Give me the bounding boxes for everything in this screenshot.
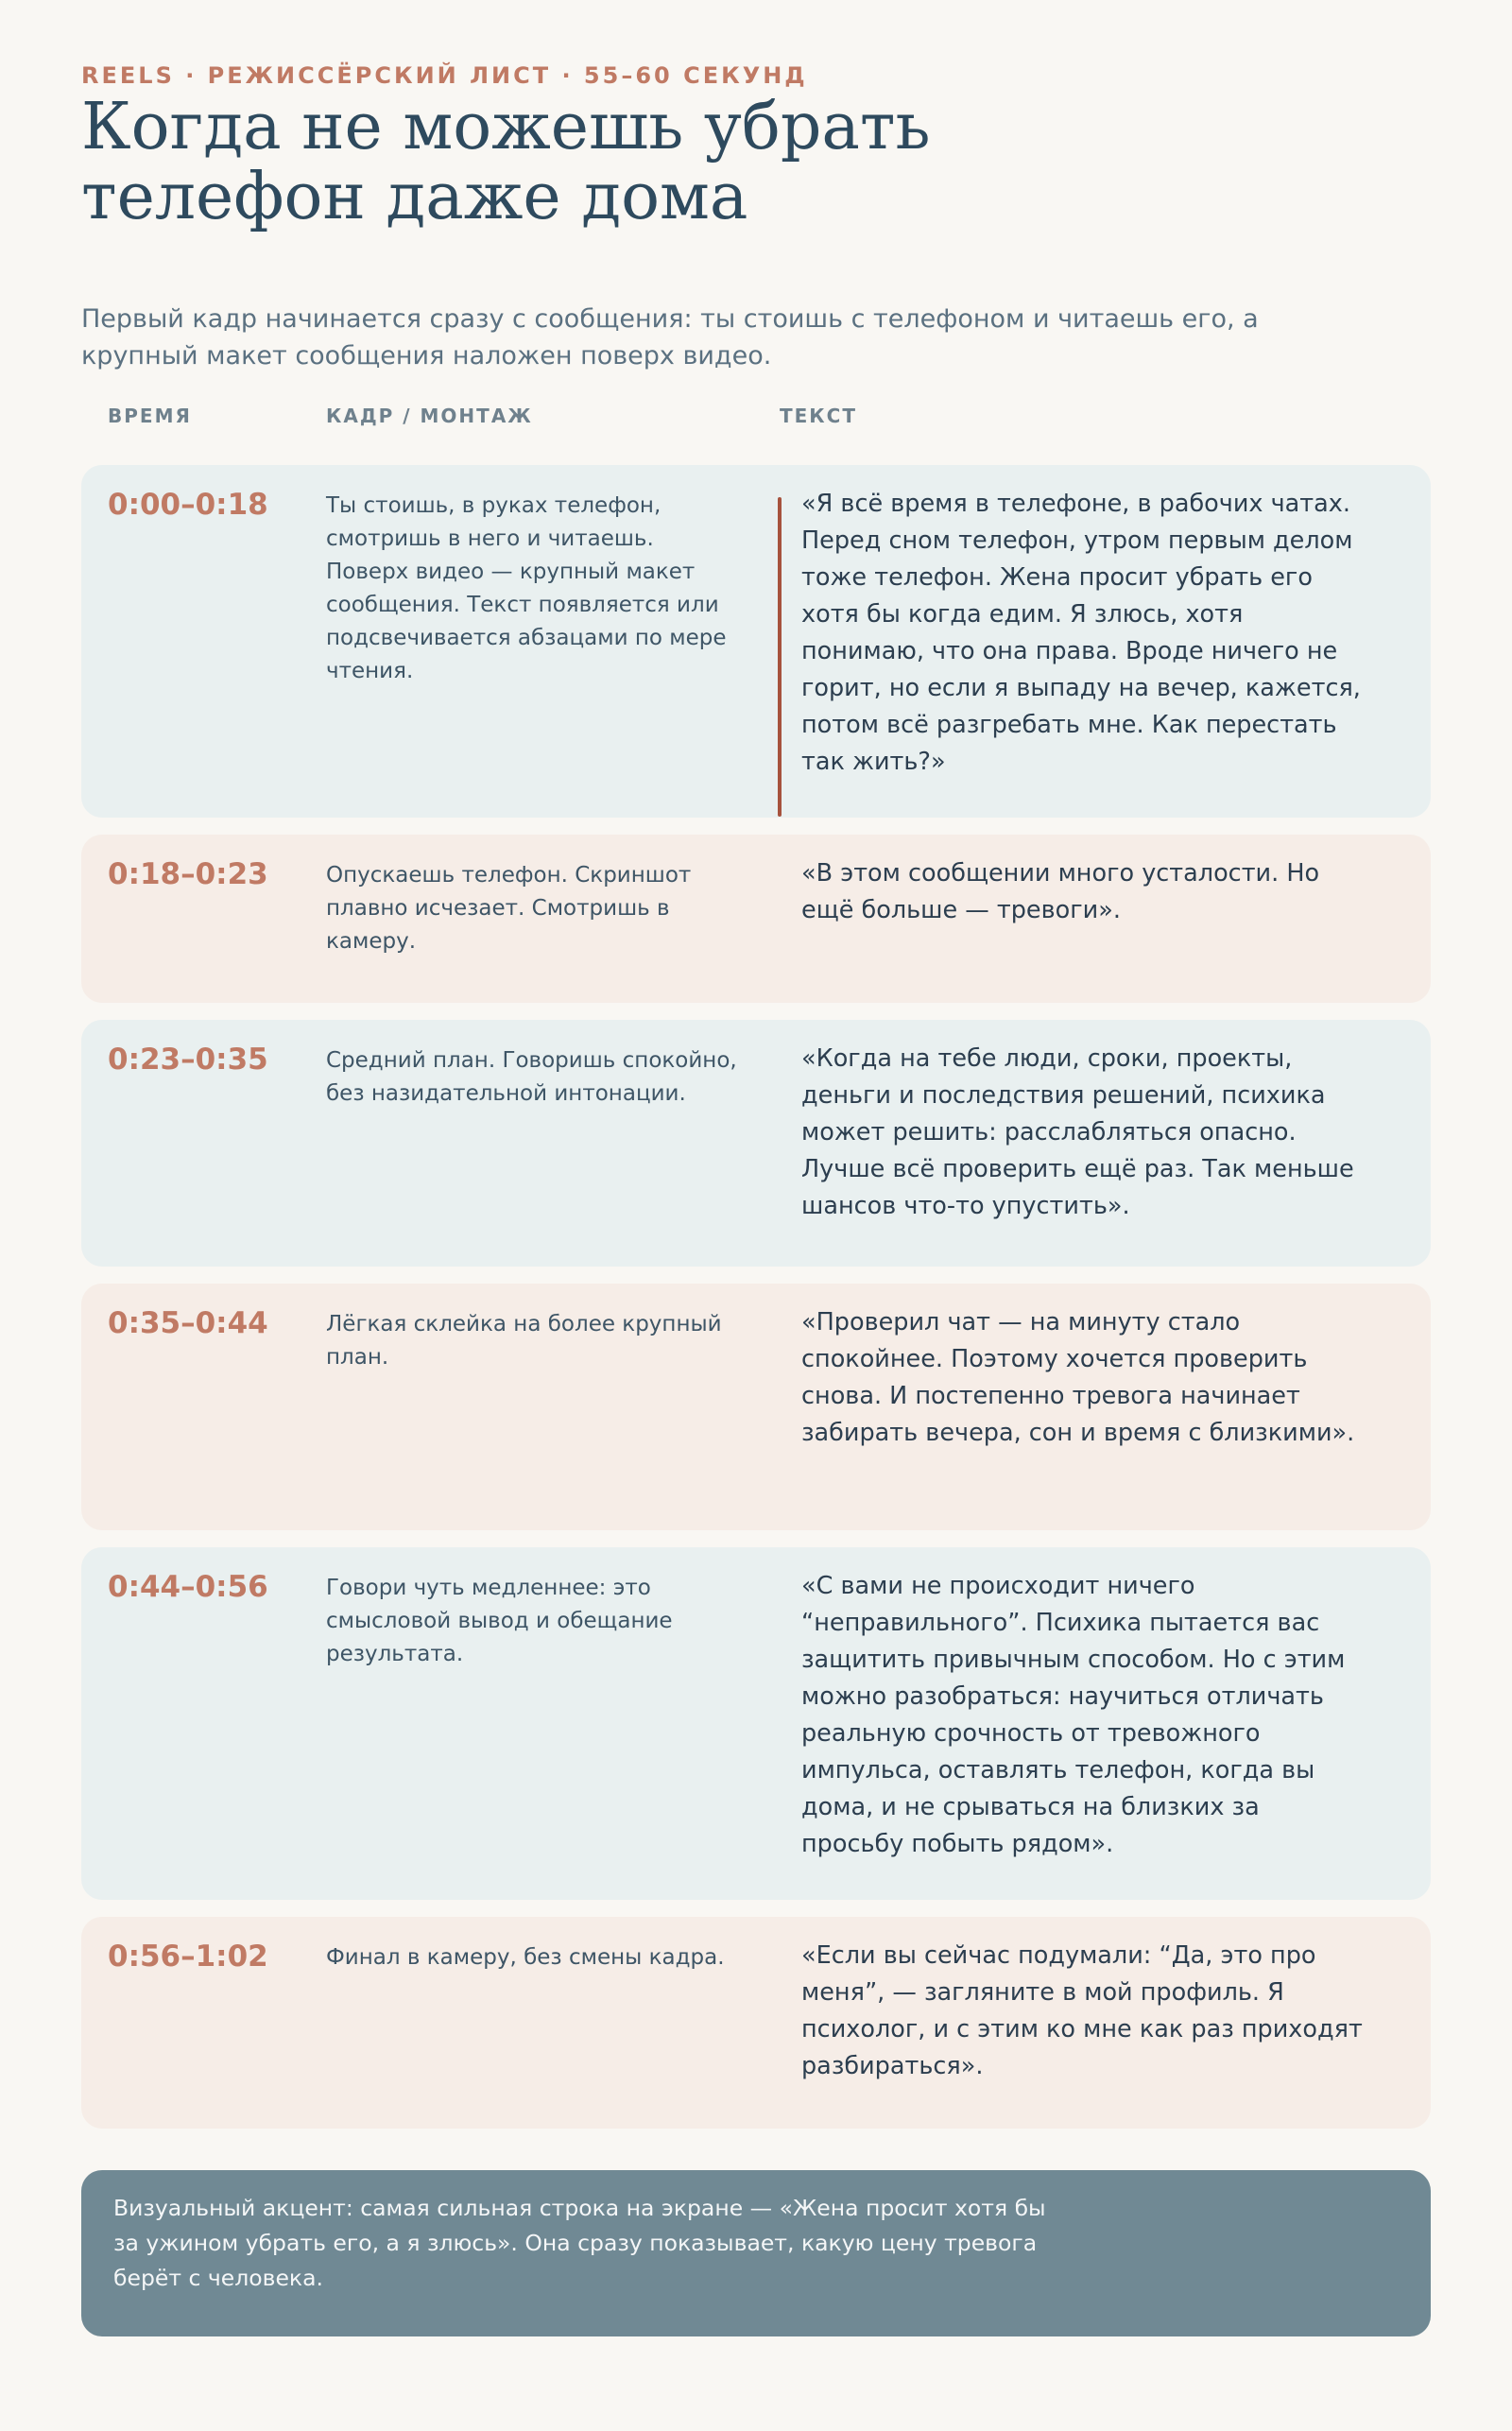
scene-time: 0:35–0:44: [108, 1306, 268, 1340]
quote-accent-bar: [778, 497, 782, 817]
scene-script-text: «Я всё время в телефоне, в рабочих чатах. Перед сном телефон, утром первым делом тоже телефон. Жена просит убрать его хотя бы когда едим. Я злюсь, хотя понимаю, что она права. Вроде ничего не горит, но если я выпаду на вечер, кажется, потом всё разгребать мне. Как перестать так жить?»: [801, 490, 1361, 776]
scene-script-text: «Когда на тебе люди, сроки, проекты, деньги и последствия решений, психика может решить: расслабляться опасно. Лучше всё проверить ещё раз. Так меньше шансов что-то упустить».: [801, 1044, 1354, 1220]
scene-frame-notes: Говори чуть медленнее: это смысловой вывод и обещание результата.: [326, 1576, 673, 1666]
eyebrow-label: REELS · РЕЖИССЁРСКИЙ ЛИСТ · 55–60 СЕКУНД: [81, 62, 808, 89]
scene-row-6: [81, 1917, 1431, 2129]
scene-row-5: [81, 1547, 1431, 1900]
intro-paragraph: Первый кадр начинается сразу с сообщения: ты стоишь с телефоном и читаешь его, а крупный макет сообщения наложен поверх видео.: [81, 304, 1259, 371]
scene-frame-notes: Ты стоишь, в руках телефон, смотришь в него и читаешь. Поверх видео — крупный макет сообщения. Текст появляется или подсвечивается абзацами по мере чтения.: [326, 493, 727, 683]
scene-script-text: «С вами не происходит ничего “неправильного”. Психика пытается вас защитить привычным способом. Но с этим можно разобраться: научиться отличать реальную срочность от тревожного импульса, оставлять телефон, когда вы дома, и не срываться на близких за просьбу побыть рядом».: [801, 1572, 1346, 1858]
scene-frame-notes: Опускаешь телефон. Скриншот плавно исчезает. Смотришь в камеру.: [326, 863, 692, 954]
scene-script-text: «В этом сообщении много усталости. Но ещё больше — тревоги».: [801, 859, 1320, 924]
visual-accent-note: [81, 2170, 1431, 2336]
scene-time: 0:56–1:02: [108, 1940, 268, 1974]
scene-time: 0:44–0:56: [108, 1570, 268, 1604]
column-header-frame: КАДР / МОНТАЖ: [326, 405, 533, 427]
column-header-text: ТЕКСТ: [780, 405, 857, 427]
visual-accent-text: Визуальный акцент: самая сильная строка на экране — «Жена просит хотя бы за ужином убрать его, а я злюсь». Она сразу показывает, какую цену тревога берёт с человека.: [113, 2195, 1046, 2291]
scene-frame-notes: Лёгкая склейка на более крупный план.: [326, 1312, 722, 1370]
scene-time: 0:18–0:23: [108, 857, 268, 891]
page-title: Когда не можешь убрать телефон даже дома: [81, 90, 931, 234]
scene-script-text: «Проверил чат — на минуту стало спокойнее. Поэтому хочется проверить снова. И постепенно тревога начинает забирать вечера, сон и время с близкими».: [801, 1308, 1355, 1447]
scene-row-1: [81, 465, 1431, 818]
scene-time: 0:23–0:35: [108, 1043, 268, 1077]
scene-frame-notes: Средний план. Говоришь спокойно, без назидательной интонации.: [326, 1048, 737, 1106]
column-header-time: ВРЕМЯ: [108, 405, 192, 427]
scene-time: 0:00–0:18: [108, 488, 268, 522]
scene-row-4: [81, 1284, 1431, 1530]
scene-frame-notes: Финал в камеру, без смены кадра.: [326, 1945, 725, 1970]
scene-script-text: «Если вы сейчас подумали: “Да, это про меня”, — загляните в мой профиль. Я психолог, и с этим ко мне как раз приходят разбираться».: [801, 1941, 1363, 2080]
scene-row-2: [81, 835, 1431, 1003]
scene-row-3: [81, 1020, 1431, 1267]
